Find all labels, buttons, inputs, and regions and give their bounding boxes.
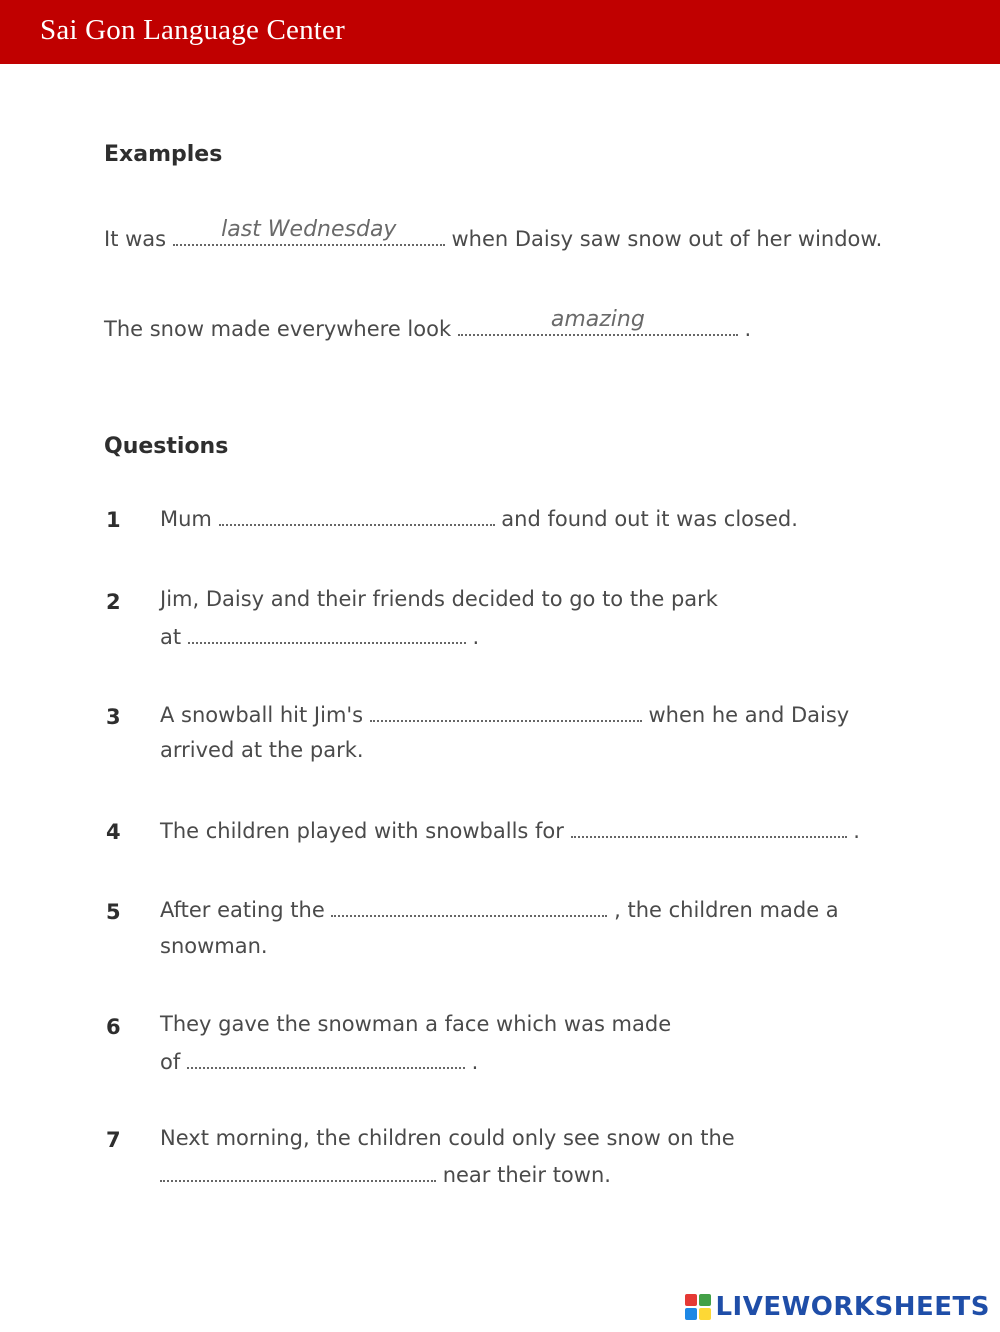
liveworksheets-icon	[685, 1294, 711, 1320]
question-2-line-2	[160, 624, 479, 649]
question-6-text-before: They gave the snowman a face which was made	[160, 1012, 672, 1036]
logo-tile-2	[699, 1294, 711, 1306]
question-3-line-2	[160, 738, 364, 762]
questions-heading: Questions	[104, 434, 229, 459]
question-2-answer-blank[interactable]	[188, 624, 466, 644]
question-2-number: 2	[106, 590, 121, 614]
logo-tile-4	[699, 1308, 711, 1320]
page-title: Sai Gon Language Center	[40, 14, 345, 46]
question-3-number: 3	[106, 705, 121, 729]
question-4-line-1	[160, 818, 860, 843]
question-2-line-2-before: at	[160, 625, 182, 649]
example-2	[104, 307, 752, 341]
question-7-answer-blank[interactable]	[160, 1162, 436, 1182]
question-5-text-after: , the children made a	[614, 898, 839, 922]
example-2-answer: amazing	[550, 307, 645, 332]
question-3-text-after: when he and Daisy	[648, 703, 850, 727]
question-5-number: 5	[106, 900, 121, 924]
logo-tile-3	[685, 1308, 697, 1320]
question-4-answer-blank[interactable]	[571, 818, 847, 838]
example-1-answer: last Wednesday	[221, 217, 397, 242]
question-2-line-1	[160, 587, 718, 611]
question-2-line-2-after: .	[472, 625, 480, 649]
example-2-blank	[458, 307, 738, 336]
question-7-number: 7	[106, 1128, 121, 1152]
logo-tile-1	[685, 1294, 697, 1306]
example-1-blank	[173, 217, 445, 246]
question-2-text-before: Jim, Daisy and their friends decided to go to the park	[160, 587, 718, 611]
question-6-line-2-before: of	[160, 1050, 181, 1074]
examples-heading: Examples	[104, 142, 223, 167]
example-2-before: The snow made everywhere look	[104, 317, 452, 341]
liveworksheets-logo	[685, 1292, 990, 1322]
question-5-text-before: After eating the	[160, 898, 325, 922]
header-bar	[0, 0, 1000, 64]
question-6-line-1	[160, 1012, 671, 1036]
question-6-line-2-after: .	[471, 1050, 479, 1074]
question-4-text-after: .	[853, 819, 860, 843]
question-1-line-1	[160, 506, 798, 531]
question-5-answer-blank[interactable]	[331, 897, 607, 917]
question-6-answer-blank[interactable]	[187, 1049, 465, 1069]
question-3-text-before: A snowball hit Jim's	[160, 703, 364, 727]
question-7-line-2-after: near their town.	[442, 1163, 611, 1187]
question-3-line-2-before: arrived at the park.	[160, 738, 364, 762]
question-4-text-before: The children played with snowballs for	[160, 819, 564, 843]
question-1-text-before: Mum	[160, 507, 212, 531]
question-7-text-before: Next morning, the children could only see snow on the	[160, 1126, 735, 1150]
question-6-line-2	[160, 1049, 478, 1074]
question-5-line-1	[160, 897, 839, 922]
question-5-line-2	[160, 934, 268, 958]
question-6-number: 6	[106, 1015, 121, 1039]
example-1	[104, 217, 883, 251]
question-3-line-1	[160, 702, 849, 727]
question-5-line-2-before: snowman.	[160, 934, 268, 958]
question-7-line-2	[160, 1162, 611, 1187]
question-4-number: 4	[106, 820, 121, 844]
example-1-before: It was	[104, 227, 167, 251]
example-1-after: when Daisy saw snow out of her window.	[451, 227, 883, 251]
question-3-answer-blank[interactable]	[370, 702, 642, 722]
question-1-text-after: and found out it was closed.	[501, 507, 798, 531]
liveworksheets-brand: LIVEWORKSHEETS	[715, 1292, 990, 1322]
example-2-after: .	[744, 317, 752, 341]
question-1-answer-blank[interactable]	[219, 506, 495, 526]
question-7-line-1	[160, 1126, 735, 1150]
question-1-number: 1	[106, 508, 121, 532]
